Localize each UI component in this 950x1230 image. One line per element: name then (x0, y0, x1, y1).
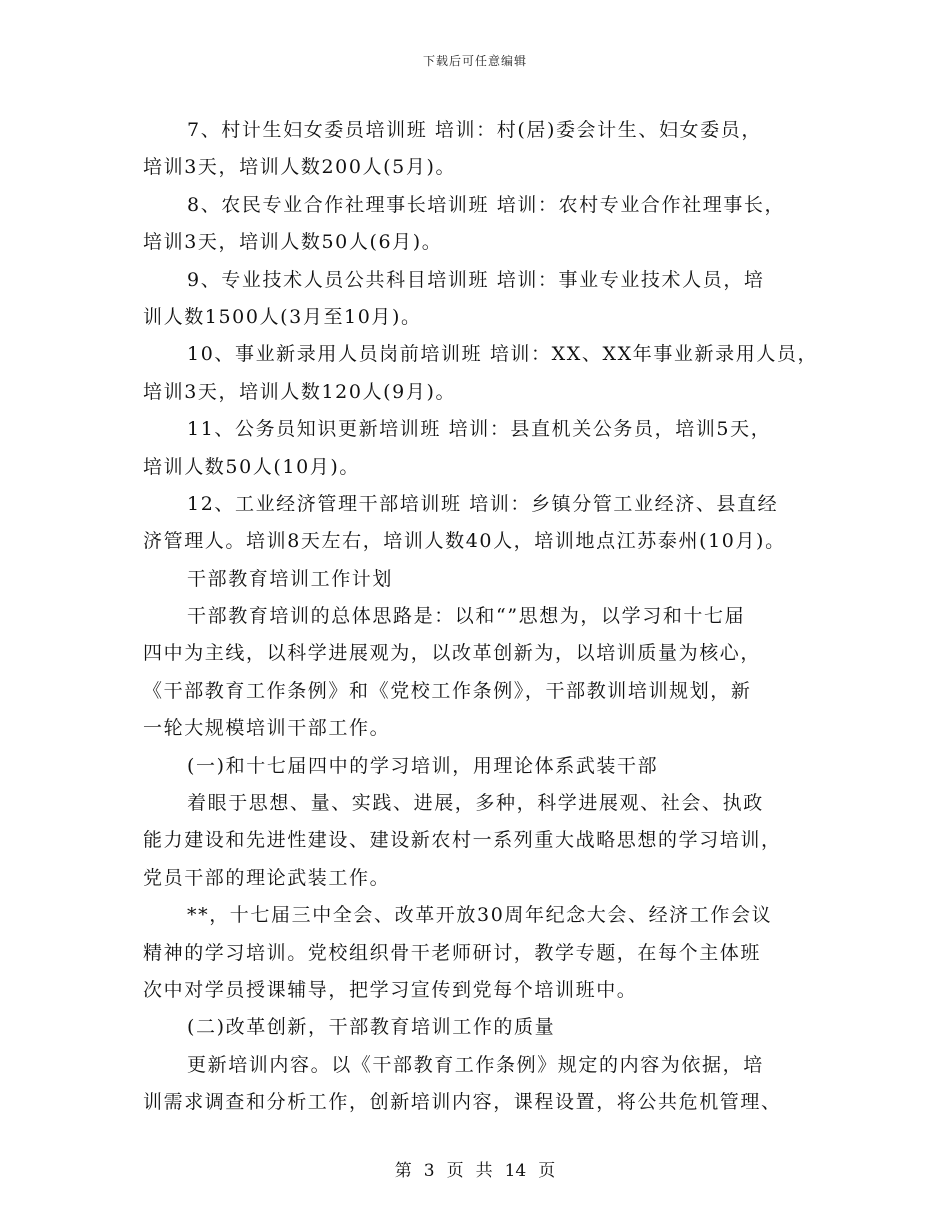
footer-ye: 页 (446, 1161, 464, 1181)
text-line: 一轮大规模培训干部工作。 (143, 717, 391, 740)
text-line: 能力建设和先进性建设、建设新农村一系列重大战略思想的学习培训， (143, 829, 782, 852)
text-line: 党员干部的理论武装工作。 (143, 866, 391, 889)
text-line: (二)改革创新，干部教育培训工作的质量 (187, 1016, 556, 1039)
text-line: 培训3天，培训人数50人(6月)。 (143, 231, 443, 254)
footer-gong: 共 (475, 1161, 493, 1181)
text-line: 干部教育培训工作计划 (187, 567, 394, 590)
footer-total-pages: 14 (504, 1161, 527, 1181)
text-line: 8、农民专业合作社理事长培训班 培训：农村专业合作社理事长， (187, 193, 786, 216)
document-body (143, 112, 823, 1122)
text-line: 着眼于思想、量、实践、进展，多种，科学进展观、社会、执政 (187, 792, 764, 815)
text-line: 11、公务员知识更新培训班 培训：县直机关公务员，培训5天， (187, 418, 772, 441)
text-line: 培训3天，培训人数200人(5月)。 (143, 156, 457, 179)
text-line: 培训3天，培训人数120人(9月)。 (143, 380, 457, 403)
page-header: 下载后可任意编辑 (422, 54, 527, 68)
text-line: 训需求调查和分析工作，创新培训内容，课程设置，将公共危机管理、 (143, 1091, 782, 1114)
text-line: **，十七届三中全会、改革开放30周年纪念大会、经济工作会议 (187, 904, 773, 927)
text-line: 精神的学习培训。党校组织骨干老师研讨，教学专题，在每个主体班 (143, 941, 762, 964)
text-line: 10、事业新录用人员岗前培训班 培训：XX、XX年事业新录用人员， (187, 343, 819, 366)
text-line: 济管理人。培训8天左右，培训人数40人，培训地点江苏泰州(10月)。 (143, 530, 786, 553)
text-line: 四中为主线，以科学进展观为，以改革创新为，以培训质量为核心， (143, 642, 762, 665)
footer-di: 第 (394, 1161, 412, 1181)
footer-ye2: 页 (538, 1161, 556, 1181)
text-line: 7、村计生妇女委员培训班 培训：村(居)委会计生、妇女委员， (187, 119, 762, 141)
text-line: 培训人数50人(10月)。 (143, 455, 360, 478)
text-line: 更新培训内容。以《干部教育工作条例》规定的内容为依据，培 (187, 1053, 764, 1076)
text-line: 《干部教育工作条例》和《党校工作条例》，干部教训培训规划，新 (143, 679, 752, 702)
text-line: 12、工业经济管理干部培训班 培训：乡镇分管工业经济、县直经 (187, 492, 779, 515)
text-line: 9、专业技术人员公共科目培训班 培训：事业专业技术人员，培 (187, 268, 765, 291)
page-footer (0, 1156, 950, 1181)
text-line: 次中对学员授课辅导，把学习宣传到党每个培训班中。 (143, 978, 638, 1001)
text-line: 干部教育培训的总体思路是：以和“”思想为，以学习和十七届 (187, 605, 746, 628)
text-line: (一)和十七届四中的学习培训，用理论体系武装干部 (187, 754, 659, 777)
footer-page-number: 3 (423, 1161, 435, 1181)
text-line: 训人数1500人(3月至10月)。 (143, 305, 422, 328)
